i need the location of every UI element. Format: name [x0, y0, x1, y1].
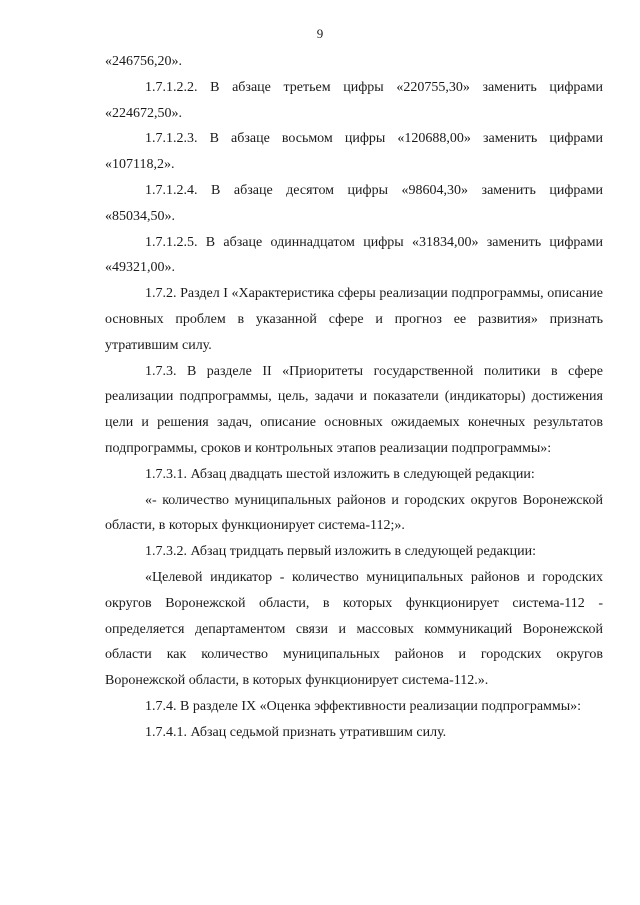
paragraph-continuation: «246756,20». — [105, 54, 182, 69]
document-body — [105, 49, 603, 746]
paragraph-1-7-1-2-2: 1.7.1.2.2. В абзаце третьем цифры «220755,30» заменить цифрами «224672,50». — [105, 79, 603, 121]
paragraph-1-7-2: 1.7.2. Раздел I «Характеристика сферы реализации подпрограммы, описание основных проблем в указанной сфере и прогноз ее развития» признать утратившим силу. — [105, 286, 603, 353]
paragraph-1-7-4-1: 1.7.4.1. Абзац седьмой признать утратившим силу. — [145, 724, 447, 740]
paragraph-quote-2: «Целевой индикатор - количество муниципальных районов и городских округов Воронежской области, в которых функционирует система-112 - определяется департаментом связи и массовых коммуникаций Воронежской области как количество муниципальных районов и городских округов Воронежской области, в которых функционирует система-112.». — [105, 569, 603, 689]
paragraph-1-7-1-2-5: 1.7.1.2.5. В абзаце одиннадцатом цифры «31834,00» заменить цифрами «49321,00». — [105, 234, 603, 276]
paragraph-1-7-3-1: 1.7.3.1. Абзац двадцать шестой изложить в следующей редакции: — [145, 466, 535, 482]
paragraph-1-7-3-2: 1.7.3.2. Абзац тридцать первый изложить в следующей редакции: — [145, 544, 536, 560]
paragraph-1-7-4: 1.7.4. В разделе IX «Оценка эффективности реализации подпрограммы»: — [145, 698, 582, 714]
page-number: 9 — [316, 26, 324, 41]
paragraph-quote-1: «- количество муниципальных районов и городских округов Воронежской области, в которых функционирует система-112;». — [105, 492, 603, 534]
paragraph-1-7-1-2-3: 1.7.1.2.3. В абзаце восьмом цифры «120688,00» заменить цифрами «107118,2». — [105, 131, 603, 173]
paragraph-1-7-1-2-4: 1.7.1.2.4. В абзаце десятом цифры «98604,30» заменить цифрами «85034,50». — [105, 182, 603, 224]
paragraph-1-7-3: 1.7.3. В разделе II «Приоритеты государственной политики в сфере реализации подпрограммы, цель, задачи и показатели (индикаторы) достижения цели и решения задач, описание основных ожидаемых конечных результатов подпрограммы, сроков и контрольных этапов реализации подпрограммы»: — [105, 363, 603, 456]
